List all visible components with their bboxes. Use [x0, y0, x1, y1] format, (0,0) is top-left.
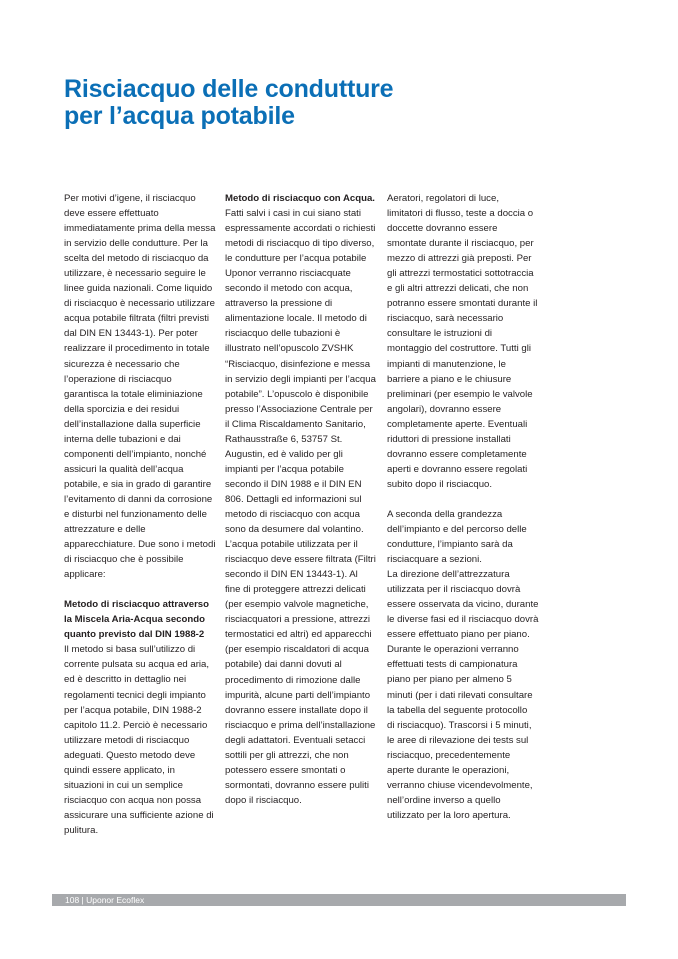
text-line: illustrato nell’opuscolo ZVSHK	[225, 343, 354, 355]
text-line: potabile, e sia in grado di garantire	[64, 478, 212, 490]
text-line: il Clima Riscaldamento Sanitario,	[225, 418, 366, 430]
text-line: pulitura.	[64, 824, 99, 836]
text-line: Il metodo si basa sull’utilizzo di	[64, 644, 196, 656]
text-line: condutture, l’impianto sarà da	[387, 539, 513, 551]
text-line: A seconda della grandezza	[387, 508, 503, 520]
text-line: impurità, alcune parti dell’impianto	[225, 689, 371, 701]
text-line: immediatamente prima della messa	[64, 223, 216, 235]
text-line: completamente aperte. Eventuali	[387, 418, 528, 430]
text-line: quindi essere applicato, in	[64, 764, 175, 776]
text-line: corrente pulsata su acqua ed aria,	[64, 659, 210, 671]
text-line: secondo il DIN 1988 e il DIN EN	[225, 478, 362, 490]
text-line: limitatori di flusso, teste a doccia o	[387, 208, 534, 220]
text-line: angolari), dovranno essere	[387, 403, 502, 415]
body-paragraph	[387, 507, 539, 823]
text-line: degli adattatori. Eventuali setacci	[225, 734, 366, 746]
text-line: utilizzare, è necessario seguire le	[64, 268, 206, 280]
text-line: preliminari (per esempio le valvole	[387, 388, 533, 400]
text-line: 806. Dettagli ed informazioni sul	[225, 493, 362, 505]
text-line: presso l’Associazione Centrale per	[225, 403, 373, 415]
text-line: risciacquo e prima dell’installazione	[225, 719, 376, 731]
text-line: Rathausstraße 6, 53757 St.	[225, 433, 343, 445]
text-line: essere osservata da vicino, durante	[387, 599, 539, 611]
text-column-3	[387, 191, 539, 823]
section-heading	[225, 191, 377, 206]
text-line: sono da desumere dal volantino.	[225, 524, 364, 536]
text-line: utilizzata per il risciacquo dovrà	[387, 584, 521, 596]
text-line: secondo il metodo con acqua,	[225, 283, 353, 295]
text-line: smontate durante il risciacquo, per	[387, 238, 534, 250]
text-line: interna delle tubazioni e dai	[64, 433, 181, 445]
text-line: di risciacquo è necessario utilizzare	[64, 298, 215, 310]
body-paragraph	[64, 191, 214, 582]
paragraph-spacer	[64, 582, 214, 597]
text-line: di risciacquo). Trascorsi i 5 minuti,	[387, 719, 532, 731]
text-line: Uponor verranno risciacquate	[225, 268, 351, 280]
text-line: e disturbi nel funzionamento delle	[64, 508, 207, 520]
text-line: riduttori di pressione installati	[387, 433, 511, 445]
text-line: consultare le istruzioni di	[387, 328, 493, 340]
text-line: in servizio delle condutture. Per la	[64, 238, 208, 250]
text-line: deve essere effettuato	[64, 208, 159, 220]
text-line: barriere a piano e le chiusure	[387, 373, 512, 385]
text-line: mezzo di attrezzi già preposti. Per	[387, 253, 532, 265]
text-line: scelta del metodo di risciacquo da	[64, 253, 209, 265]
text-line: doccette dovranno essere	[387, 223, 498, 235]
text-line: dovranno essere completamente	[387, 448, 527, 460]
text-line: di risciacquo che è possibile	[64, 554, 184, 566]
text-line: sottili per gli attrezzi, che non	[225, 749, 349, 761]
text-line: Augustin, ed è valido per gli	[225, 448, 343, 460]
paragraph-spacer	[387, 492, 539, 507]
text-line: dopo il risciacquo.	[225, 794, 302, 806]
text-line: adeguati. Questo metodo deve	[64, 749, 196, 761]
text-line: metodi di risciacquo di tipo diverso,	[225, 238, 375, 250]
text-line: (per esempio riscaldatori di acqua	[225, 644, 369, 656]
text-line: ed è descritto in dettaglio nei	[64, 674, 187, 686]
text-line: potabile”. L’opuscolo è disponibile	[225, 388, 369, 400]
text-line: sormontati, dovranno essere puliti	[225, 779, 369, 791]
text-line: gli attrezzi termostatici sottotraccia	[387, 268, 534, 280]
text-line: capitolo 11.2. Perciò è necessario	[64, 719, 208, 731]
text-line: le aree di rilevazione dei tests sul	[387, 734, 529, 746]
text-line: componenti dell’impianto, nonché	[64, 448, 207, 460]
text-line: le diverse fasi ed il risciacquo dovrà	[387, 614, 539, 626]
text-line: Per motivi d’igene, il risciacquo	[64, 193, 196, 204]
text-line: realizzare il procedimento in totale	[64, 343, 210, 355]
body-paragraph	[225, 206, 377, 808]
text-line: la tabella del seguente protocollo	[387, 704, 528, 716]
text-line: e gli altri attrezzi delicati, che non	[387, 283, 529, 295]
text-line: verranno chiuse vicendevolmente,	[387, 779, 533, 791]
text-line: dell’impianto e del percorso delle	[387, 523, 527, 535]
text-line: dell’installazione dalla superficie	[64, 418, 201, 430]
text-line: utilizzare metodi di risciacquo	[64, 734, 190, 746]
text-column-1	[64, 191, 214, 838]
section-heading	[64, 597, 214, 642]
text-line: attraverso la pressione di	[225, 298, 333, 310]
text-line: apparecchiature. Due sono i metodi	[64, 539, 216, 551]
text-line: risciacquo con acqua non possa	[64, 794, 202, 806]
text-line: dal DIN EN 13443-1). Per poter	[64, 328, 198, 340]
text-line: Durante le operazioni verranno	[387, 644, 519, 656]
text-line: attrezzature e delle	[64, 524, 146, 536]
title-line-1: Risciacquo delle condutture	[64, 75, 394, 103]
text-line: essere effettuato piano per piano.	[387, 629, 530, 641]
text-line: termostatici ed altri) ed apparecchi	[225, 629, 372, 641]
text-line: della sporcizia e dei residui	[64, 403, 180, 415]
text-line: sicurezza è necessario che	[64, 358, 180, 370]
text-line: risciacquo, precedentemente	[387, 749, 511, 761]
text-line: risciacquo delle tubazioni è	[225, 328, 341, 340]
text-line: per l’acqua potabile, DIN 1988-2	[64, 704, 202, 716]
text-line: in servizio degli impianti per l’acqua	[225, 373, 376, 385]
text-line: quanto previsto dal DIN 1988-2	[64, 629, 205, 641]
text-line: secondo il DIN EN 13443-1). Al	[225, 569, 358, 581]
text-column-2	[225, 191, 377, 808]
text-line: subito dopo il risciacquo.	[387, 478, 493, 490]
text-line: situazioni in cui un semplice	[64, 779, 183, 791]
text-line: linee guida nazionali. Come liquido	[64, 283, 213, 295]
text-line: Metodo di risciacquo con Acqua.	[225, 193, 375, 204]
text-line: assicurare una sufficiente azione di	[64, 809, 214, 821]
text-line: potessero essere smontati o	[225, 764, 346, 776]
text-line: assicuri la qualità dell’acqua	[64, 463, 184, 475]
footer-bar	[52, 894, 626, 906]
text-line: impianti di manutenzione, le	[387, 358, 506, 370]
text-line: impianti per l’acqua potabile	[225, 463, 344, 475]
text-line: “Risciacquo, disinfezione e messa	[225, 358, 371, 370]
text-line: regolamenti tecnici degli impianto	[64, 689, 206, 701]
text-line: risciacquare a sezioni.	[387, 554, 482, 566]
text-line: montaggio del costruttore. Tutti gli	[387, 343, 531, 355]
footer-page-label: 108 | Uponor Ecoflex	[65, 895, 145, 905]
text-line: utilizzato per la loro apertura.	[387, 809, 511, 821]
text-line: aperte durante le operazioni,	[387, 764, 510, 776]
text-line: piano per piano per almeno 5	[387, 674, 512, 686]
text-line: potabile) dai danni dovuti al	[225, 659, 342, 671]
text-line: risciacquatori a pressione, attrezzi	[225, 614, 371, 626]
text-line: potranno essere smontati durante il	[387, 298, 538, 310]
text-line: Aeratori, regolatori di luce,	[387, 193, 499, 204]
text-line: minuti (per i dati rilevati consultare	[387, 689, 533, 701]
text-line: dovranno essere installate dopo il	[225, 704, 368, 716]
body-paragraph	[387, 191, 539, 492]
text-line: (per esempio valvole magnetiche,	[225, 599, 369, 611]
text-line: nell’ordine inverso a quello	[387, 794, 501, 806]
text-line: espressamente accordati o richiesti	[225, 223, 376, 235]
text-line: l’operazione di risciacquo	[64, 373, 172, 385]
text-line: Metodo di risciacquo attraverso	[64, 599, 210, 611]
title-line-2: per l’acqua potabile	[64, 102, 295, 130]
text-line: metodo di risciacquo con acqua	[225, 508, 360, 520]
text-line: applicare:	[64, 569, 106, 581]
text-line: risciacquo deve essere filtrata (Filtri	[225, 554, 376, 566]
text-line: alimentazione locale. Il metodo di	[225, 313, 367, 325]
text-line: l’evitamento di danni da corrosione	[64, 493, 213, 505]
text-line: aperti e dovranno essere regolati	[387, 463, 528, 475]
text-line: garantisca la totale eliminiazione	[64, 388, 203, 400]
text-line: La direzione dell’attrezzatura	[387, 569, 510, 581]
text-line: acqua potabile filtrata (filtri previsti	[64, 313, 210, 325]
text-line: fine di proteggere attrezzi delicati	[225, 584, 366, 596]
text-line: procedimento di rimozione dalle	[225, 674, 361, 686]
body-paragraph	[64, 642, 214, 838]
text-line: risciacquo, sarà necessario	[387, 313, 504, 325]
text-line: Fatti salvi i casi in cui siano stati	[225, 208, 361, 220]
text-line: la Miscela Aria-Acqua secondo	[64, 614, 205, 626]
text-line: L’acqua potabile utilizzata per il	[225, 539, 358, 551]
text-line: le condutture per l’acqua potabile	[225, 253, 367, 265]
page-title	[64, 76, 393, 130]
text-line: effettuati tests di campionatura	[387, 659, 518, 671]
